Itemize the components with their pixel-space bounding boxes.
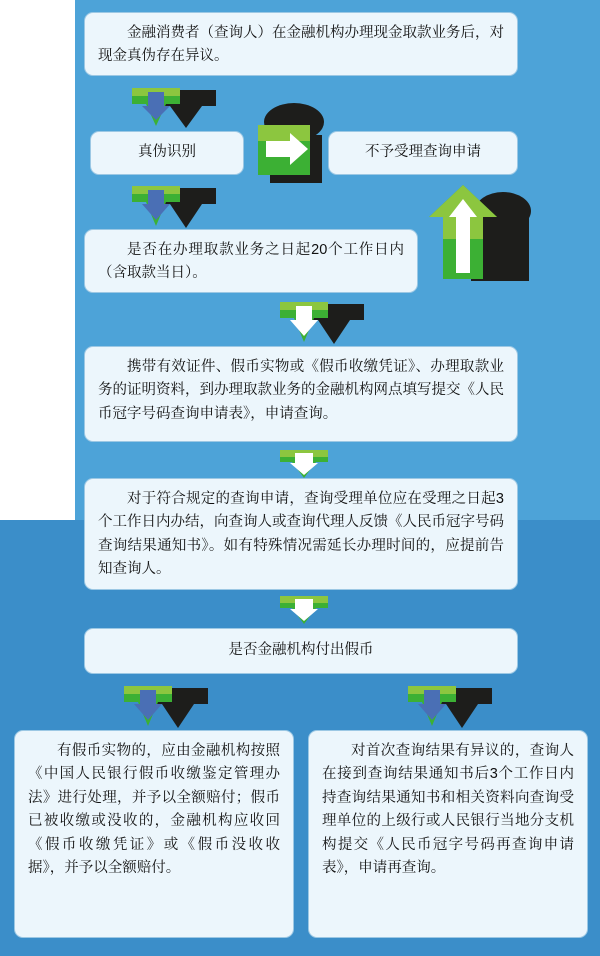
arrow-process-to-isfake (272, 594, 336, 626)
arrow-start-to-identify (124, 86, 220, 132)
node-start-text: 金融消费者（查询人）在金融机构办理现金取款业务后，对现金真伪存在异议。 (98, 25, 504, 65)
node-is-fake-currency-text: 是否金融机构付出假币 (228, 642, 374, 659)
node-process-text: 对于符合规定的查询申请，查询受理单位应在受理之日起3个工作日内办结，向查询人或查询代理人反馈《人民币冠字号码查询结果通知书》。如有特殊情况需延长办理时间的，应提前告知查询人。 (98, 491, 504, 578)
node-within-20-days (84, 229, 418, 293)
node-within-20-days-text: 是否在办理取款业务之日起20个工作日内（含取款当日）。 (98, 242, 404, 282)
node-apply-text: 携带有效证件、假币实物或《假币收缴凭证》、办理取款业务的证明资料，到办理取款业务的金融机构网点填写提交《人民币冠字号码查询申请表》，申请查询。 (98, 359, 504, 422)
node-is-fake-currency (84, 628, 518, 674)
arrow-within20-to-apply (272, 300, 368, 348)
node-reject-text: 不予受理查询申请 (365, 144, 481, 161)
arrow-reject-up (425, 183, 535, 299)
node-result-left-text: 有假币实物的，应由金融机构按照《中国人民银行假币收缴鉴定管理办法》进行处理，并予以全额赔付；假币已被收缴或没收的，金融机构应收回《假币收缴凭证》或《假币没收收据》，并予以全额赔付。 (28, 743, 280, 877)
node-apply (84, 346, 518, 442)
arrow-isfake-to-result-left (116, 684, 212, 732)
arrow-apply-to-process (272, 448, 336, 480)
node-reject (328, 131, 518, 175)
node-identify (90, 131, 244, 175)
node-result-right-text: 对首次查询结果有异议的，查询人在接到查询结果通知书后3个工作日内持查询结果通知书和相关资料向查询受理单位的上级行或人民银行当地分支机构提交《人民币冠字号码再查询申请表》，申请再查询。 (322, 743, 574, 877)
node-process (84, 478, 518, 590)
node-identify-text: 真伪识别 (138, 144, 196, 161)
arrow-identify-to-within20 (124, 184, 220, 232)
node-start (84, 12, 518, 76)
node-result-left (14, 730, 294, 938)
node-result-right (308, 730, 588, 938)
arrow-isfake-to-result-right (400, 684, 496, 732)
